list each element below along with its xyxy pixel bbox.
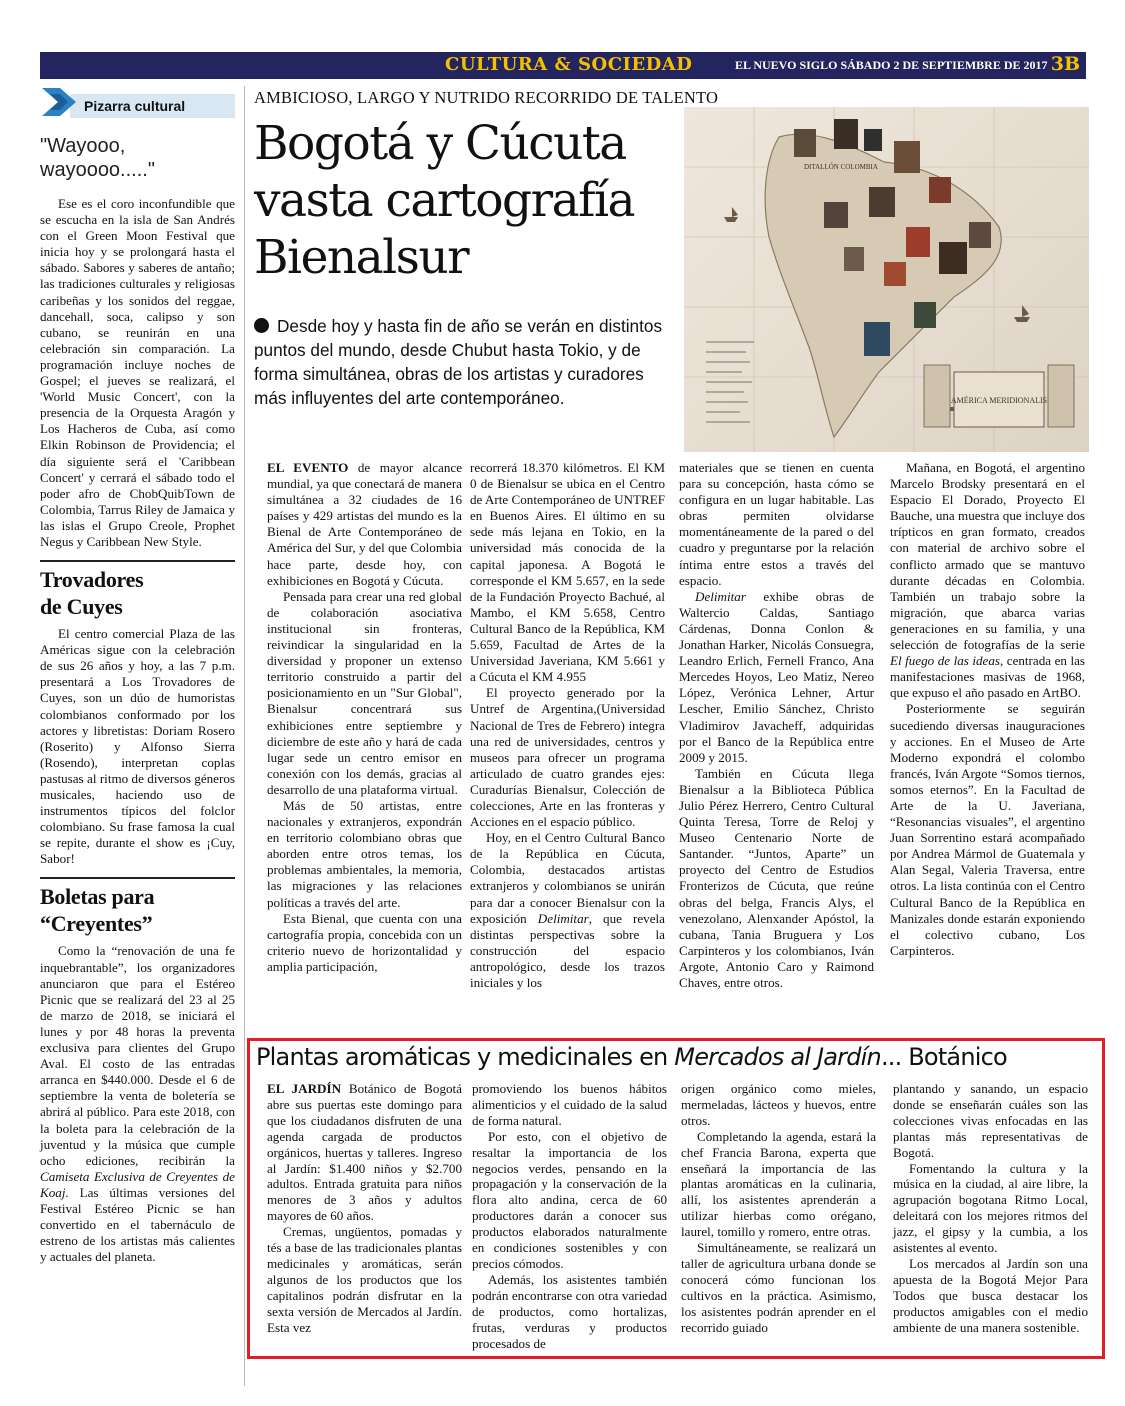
sidebar-item-1-body: Ese es el coro inconfundible que se escucha en la isla de San Andrés con el Green Moon Festival que inicia hoy y se prolongará hasta el sábado. Sabores y saberes de antaño; las tradiciones culturales y religiosas caribeñas y los sonidos del reggae, dancehall, soca, calipso y son cubano, se reunirán en una celebración sin comparación. La programación incluye noches de Gospel; el jueves se realizará, el 'World Music Concert', con la presencia de la Orquesta Aragón y Los Hacheros de Cuba, así como Elkin Robinson de Providencia; el día siguiente será el 'Caribbean Concert' y cerrará el sábado todo el poder afro de ChobQuibTown de Colombia, Tarrus Riley de Jamaica y las islas el Grupo Creole, Prophet Negus y Caribbean New Style. bbox=[40, 196, 235, 549]
text-run: Las últimas versiones del Festival Estéreo Picnic se han convertido en el tabernáculo de estreno de los artistas más calientes y actuales del planeta. bbox=[40, 1184, 235, 1265]
headline-line: Bienalsur bbox=[254, 230, 469, 285]
pizarra-label: Pizarra cultural bbox=[70, 94, 235, 118]
text-run: Botánico de Bogotá abre sus puertas este domingo para que los ciudadanos disfruten de una agenda cargada de productos orgánicos, huertas y talleres. Ingreso al Jardín: $1.400 niños y $2.700 adultos. Entrada gratuita para niños menores de 3 años y adultos mayores de 60 años. bbox=[267, 1081, 462, 1224]
paragraph bbox=[679, 589, 874, 766]
text-run: de mayor alcance mundial, ya que conectará de manera simultánea a 32 ciudades de 16 países y 429 artistas del mundo es la Bienal de Arte Contemporáneo de América del Sur, y del que Colombia hace parte, desde hoy, con exhibiciones en Bogotá y Cúcuta. bbox=[267, 460, 463, 588]
article-column-3 bbox=[679, 460, 874, 991]
headline-line: Bogotá y Cúcuta bbox=[254, 116, 626, 171]
paragraph bbox=[267, 460, 462, 589]
article-headline bbox=[254, 115, 684, 286]
article-column-4 bbox=[890, 460, 1085, 959]
article-column-1 bbox=[267, 460, 462, 975]
paragraph bbox=[470, 830, 665, 991]
sidebar-item-3-title bbox=[40, 883, 235, 937]
sidebar-item-2-body: El centro comercial Plaza de las Américas sigue con la celebración de sus 26 años y hoy, a las 7 p.m. presentará a Los Trovadores de Cuyes, son un dúo de humoristas colombianos conformado por los actores y libretistas: Doriam Rosero (Roserito) y Alfonso Sierra (Rosendo), interpretan coplas pastusas al ritmo de diversos géneros musicales, haciendo uso de instrumentos típicos del folclor colombiano. Su frase famosa la cual se repite, durante el show es ¡Cuy, Sabor! bbox=[40, 626, 235, 867]
boxed-column-2 bbox=[472, 1081, 667, 1351]
divider bbox=[40, 560, 235, 562]
paragraph: Además, los asistentes también podrán encontrarse con otra variedad de productos, como hortalizas, frutas, verduras y productos procesados de bbox=[472, 1271, 667, 1351]
article-body bbox=[254, 460, 1089, 1016]
boxed-headline bbox=[256, 1043, 1007, 1071]
map-drawing bbox=[684, 107, 1089, 452]
paragraph bbox=[267, 1081, 462, 1224]
text-run: ... Botánico bbox=[880, 1043, 1007, 1071]
paragraph: origen orgánico como mieles, mermeladas, lácteos y huevos, entre otros. bbox=[681, 1081, 876, 1128]
lead-in: EL JARDÍN bbox=[267, 1081, 342, 1096]
paper-date: EL NUEVO SIGLO SÁBADO 2 DE SEPTIEMBRE DE 2017 bbox=[735, 58, 1048, 72]
text-run: Mañana, en Bogotá, el argentino Marcelo Brodsky presentará en el Espacio El Dorado, Proyecto El Bauche, una muestra que incluye dos trípticos en gran formato, creados con material de archivo sobre el conflicto armado que se mantuvo durante décadas en Colombia. También un trabajo sobre la migración, que abarca varias generaciones en su familia, y una selección de fotografías de la serie bbox=[890, 460, 1085, 653]
sidebar-quote: "Wayooo, wayoooo....." bbox=[40, 135, 155, 181]
paragraph: Fomentando la cultura y la música en la ciudad, al aire libre, la agrupación bogotana Ritmo Local, deleitará con los mejores ritmos del jazz, el gipsy y la cumbia, a los asistentes al evento. bbox=[893, 1160, 1088, 1256]
text-run: , centrada en las manifestaciones masivas de 1968, que expuso el año pasado en ArtBO. bbox=[890, 653, 1085, 701]
text-run: Hoy, en el Centro Cultural Banco de la República en Cúcuta, Colombia, destacados artistas extranjeros y colombianos se unirán para dar a conocer Bienalsur con la exposición bbox=[470, 830, 665, 926]
map-caption: AMÉRICA MERIDIONALIS bbox=[950, 396, 1048, 405]
paragraph: promoviendo los buenos hábitos alimenticios y el cuidado de la salud de forma natural. bbox=[472, 1081, 667, 1128]
title-line: “Creyentes” bbox=[40, 911, 153, 937]
text-run: Mercados al Jardín bbox=[674, 1043, 881, 1071]
column-divider bbox=[244, 86, 245, 1386]
text-run: Plantas aromáticas y medicinales en bbox=[256, 1043, 675, 1071]
paragraph: Esta Bienal, que cuenta con una cartografía propia, concebida con un criterio nuevo de horizontalidad y amplia participación, bbox=[267, 910, 462, 974]
lead-in: EL EVENTO bbox=[267, 460, 349, 475]
paragraph: Completando la agenda, estará la chef Francia Barona, experta que enseñará la importancia de las plantas aromáticas en la culinaria, allí, los asistentes aprenderán a utilizar hierbas como orégano, laurel, tomillo y romero, entre otras. bbox=[681, 1128, 876, 1240]
title-line: Boletas para bbox=[40, 884, 155, 910]
summary-text: Desde hoy y hasta fin de año se verán en distintos puntos del mundo, desde Chubut hasta Tokio, y de forma simultánea, obras de los artistas y curadores más influyentes del arte contemporáneo. bbox=[254, 316, 663, 408]
map-label: DITALLÓN COLOMBIA bbox=[804, 163, 878, 171]
header-bar bbox=[40, 52, 1086, 79]
boxed-column-1 bbox=[267, 1081, 462, 1336]
paragraph: Posteriormente se seguirán sucediendo diversas inauguraciones y acciones. En el Museo de Arte Moderno expondrá el colombo francés, Iván Argote “Somos tiernos, somos eternos”. En la Facultad de Arte de la U. Javeriana, “Resonancias visuales”, el argentino Juan Sorrentino estará acompañado por Andrea Mármol de Guatemala y Alan Segal, Valeria Traversa, entre otros. La lista continúa con el Centro Cultural Banco de la República en Manizales donde estarán exponiendo el colectivo cubano, Los Carpinteros. bbox=[890, 701, 1085, 958]
paragraph: Pensada para crear una red global de colaboración asociativa institucional sin fronteras, reivindicar la singularidad en la diversidad y proponer un extenso territorio construido a partir del posicionamiento en un "Sur Global", Bienalsur concentrará sus exhibiciones entre septiembre y diciembre de este año y hará de cada lugar sede un centro emisor en conexión con los demás, gracias al desarrollo de una plataforma virtual. bbox=[267, 588, 462, 797]
paragraph: El proyecto generado por la Untref de Argentina,(Universidad Nacional de Tres de Febrero) integra una red de universidades, centros y museos para ofrecer un programa articulado de cuatro grandes ejes: Curadurías Bienalsur, Colección de colecciones, Arte en las fronteras y Acciones en el espacio público. bbox=[470, 685, 665, 830]
sidebar-column bbox=[40, 86, 235, 1265]
pizarra-tag bbox=[40, 86, 235, 122]
boxed-article bbox=[247, 1038, 1105, 1359]
paragraph: plantando y sanando, un espacio donde se enseñarán cuáles son las colecciones vivas enfocadas en las plantas más representativas de Bogotá. bbox=[893, 1081, 1088, 1160]
paragraph: recorrerá 18.370 kilómetros. El KM 0 de Bienalsur se ubica en el Centro de Arte Contemporáneo de UNTREF en Buenos Aires. El último en su sede más lejana en Tokio, en la universidad más conocida de la capital japonesa. A Bogotá le corresponde el KM 5.657, en la sede de la Fundación Proyecto Bachué, al Mambo, el KM 5.658, Centro Cultural Banco de la República, KM 5.659, Facultad de Artes de la Universidad Javeriana, KM 5.661 y a Cúcuta el KM 4.955 bbox=[470, 460, 665, 685]
boxed-column-4 bbox=[893, 1081, 1088, 1336]
map-illustration bbox=[684, 107, 1089, 452]
text-run: Camiseta Exclusiva de Creyentes de Koaj. bbox=[40, 1168, 235, 1200]
article-kicker: AMBICIOSO, LARGO Y NUTRIDO RECORRIDO DE TALENTO bbox=[254, 88, 719, 107]
title-line: de Cuyes bbox=[40, 594, 123, 620]
page-number: 3B bbox=[1050, 53, 1080, 75]
paragraph bbox=[890, 460, 1085, 701]
headline-line: vasta cartografía bbox=[254, 173, 635, 228]
paragraph: Simultáneamente, se realizará un taller de agricultura urbana donde se conocerá cómo funcionan los cultivos en la práctica. Asimismo, los asistentes podrán aprender en el recorrido guiado bbox=[681, 1240, 876, 1335]
text-run: exhibe obras de Waltercio Caldas, Santiago Cárdenas, Donna Conlon & Jonathan Harker, Nicolás Consuegra, Leandro Erlich, Fernell Franco, Ana Mercedes Hoyos, Leo Matiz, Nereo López, Verónica Lehner, Artur Lescher, Emilio Sánchez, Christo Vladimirov Javacheff, adquiridas por el Banco de la República entre 2009 y 2015. bbox=[679, 588, 874, 765]
paragraph: Los mercados al Jardín son una apuesta de la Bogotá Mejor Para Todos que busca destacar los productos amigables con el medio ambiente de una manera sostenible. bbox=[893, 1255, 1088, 1335]
sidebar-item-2-title bbox=[40, 566, 235, 620]
text-run: Delimitar bbox=[695, 588, 746, 604]
article-summary bbox=[254, 314, 674, 410]
boxed-column-3 bbox=[681, 1081, 876, 1336]
arrow-icon bbox=[40, 86, 84, 118]
text-run: Delimitar bbox=[537, 910, 589, 926]
article-column-2 bbox=[470, 460, 665, 991]
paragraph: materiales que se tienen en cuenta para su concepción, hasta cómo se configura en un lugar habitable. Las obras permiten olvidarse momentáneamente de la pared o del cuadro y preguntarse por la relación íntima entre estos a través del espacio. bbox=[679, 460, 874, 588]
text-run: Como la “renovación de una fe inquebrantable”, los organizadores anunciaron que para el Estéreo Picnic que se realizará del 23 al 25 de marzo de 2018, se iniciará el lunes y por 48 horas la preventa exclusiva para clientes del Grupo Aval. El costo de las entradas arranca en $440.000. Desde el 6 de septiembre la venta de boletería se abrirá al público. Para este 2018, con la boleta para la celebración de la juventud y la música que cumple ocho ediciones, recibirán la bbox=[40, 943, 235, 1168]
bullet-icon bbox=[254, 318, 269, 333]
paragraph: Por esto, con el objetivo de resaltar la importancia de los negocios verdes, pensando en la propagación y la conservación de la flora alto andina, cerca de 60 productores darán a conocer sus productos elaborados naturalmente en condiciones sostenibles y con precios cómodos. bbox=[472, 1128, 667, 1271]
text-run: El fuego de las ideas bbox=[890, 653, 1000, 669]
text-run: , que revela distintas perspectivas sobre la construcción del espacio antropológico, desde los trazos iniciales y los bbox=[470, 910, 665, 990]
paragraph: Cremas, ungüentos, pomadas y tés a base de las tradicionales plantas medicinales y aromáticas, serán algunos de los productos que los capitalinos podrán disfrutar en la sexta versión de Mercados al Jardín. Esta vez bbox=[267, 1224, 462, 1335]
title-line: Trovadores bbox=[40, 567, 144, 593]
paragraph: También en Cúcuta llega Bienalsur a la Biblioteca Pública Julio Pérez Herrero, Centro Cultural Quinta Teresa, Torre de Reloj y Museo Centenario Norte de Santander. “Juntos, Aparte” un proyecto del Centro de Estudios Fronterizos de Cúcuta, que reúne obras del belga, Francis Alys, el venezolano, Alenxander Apóstol, la cubana, Tania Bruguera y Los Carpinteros y los colombianos, Iván Argote, Antonio Caro y Raimond Chaves, entre otros. bbox=[679, 765, 874, 990]
section-title: CULTURA & SOCIEDAD bbox=[445, 54, 693, 75]
sidebar-item-3-body bbox=[40, 943, 235, 1265]
divider bbox=[40, 877, 235, 879]
paragraph: Más de 50 artistas, entre nacionales y extranjeros, expondrán en territorio colombiano obras que aborden entre otros temas, los problemas ambientales, la memoria, las migraciones y las relaciones políticas a través del arte. bbox=[267, 797, 462, 910]
